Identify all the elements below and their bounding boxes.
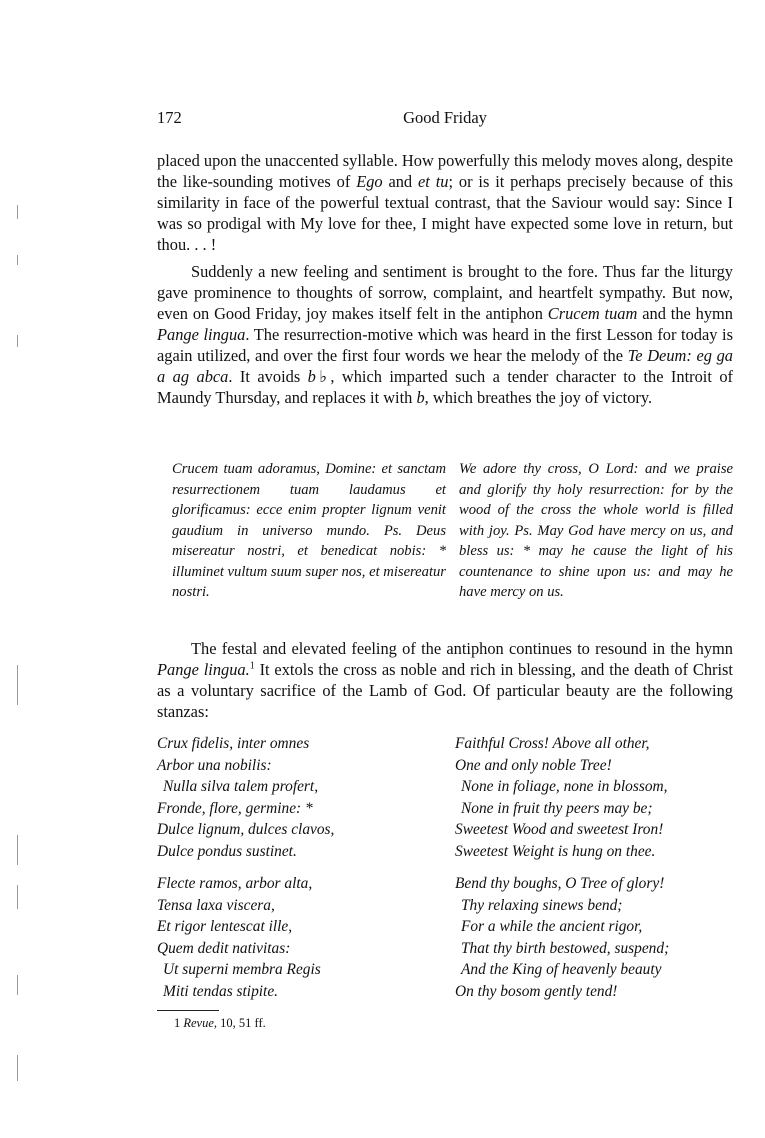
verse-line: On thy bosom gently tend! (455, 982, 618, 1000)
running-title: Good Friday (403, 108, 487, 127)
stanza-2-english (455, 873, 669, 1003)
verse-line: Et rigor lentescat ille, (157, 918, 293, 936)
paragraph-1-italic: Ego (356, 172, 383, 191)
footnote-divider (157, 1010, 219, 1011)
verse-line: Nulla silva talem profert, (163, 778, 319, 796)
paragraph-2-italic: Pange lingua (157, 325, 246, 344)
paragraph-1-italic: et tu (418, 172, 449, 191)
paragraph-1-text: placed upon the unaccented syllable. How powerfully this melody moves along, despite the like-sounding motives of (157, 151, 733, 191)
antiphon-english: We adore thy cross, O Lord: and we praise and glorify thy holy resurrection: for by the wood of the cross the whole world is filled with joy. Ps. May God have mercy on us, and bless us: * may he cause the light of his countenance to shine upon us: and may he have mercy on us. (459, 461, 733, 600)
paragraph-2 (157, 261, 733, 408)
scan-margin-marks (17, 195, 21, 1095)
paragraph-3-text: The festal and elevated feeling of the antiphon continues to resound in the hymn (191, 639, 733, 658)
verse-line: For a while the ancient rigor, (461, 918, 643, 936)
verse-line: Bend thy boughs, O Tree of glory! (455, 875, 665, 892)
footnote (174, 1016, 266, 1031)
antiphon-latin: Crucem tuam adoramus, Domine: et sanctam resurrectionem tuam laudamus et glorificamus: ecce enim propter lignum venit gaudium in universo mundo. Ps. Deus misereatur nostri, et benedicat nobis: * illuminet vultum suum super nos, et misereatur nostri. (172, 461, 446, 600)
footnote-number: 1 (174, 1016, 181, 1030)
stanza-1-english (455, 733, 667, 863)
verse-line: Sweetest Wood and sweetest Iron! (455, 821, 664, 839)
verse-line: Dulce pondus sustinet. (157, 842, 297, 860)
paragraph-2-text: . The resurrection-motive which was heard in the first Lesson for today is again utilized, and over the first four words we hear the melody of the (157, 325, 733, 365)
paragraph-1-text: and (382, 172, 418, 191)
paragraph-3-italic: Pange lingua. (157, 660, 250, 679)
footnote-marker: 1 (249, 660, 255, 672)
verse-line: Fronde, flore, germine: * (157, 799, 313, 817)
verse-line: Crux fidelis, inter omnes (157, 735, 310, 752)
paragraph-2-text: . It avoids (228, 367, 308, 386)
paragraph-2-italic: Crucem tuam (547, 304, 638, 323)
page-number: 172 (157, 108, 182, 127)
paragraph-2-italic: b (416, 388, 425, 407)
verse-line: Ut superni membra Regis (163, 961, 321, 979)
verse-line: None in fruit thy peers may be; (461, 799, 653, 817)
verse-line: And the King of heavenly beauty (461, 961, 662, 979)
paragraph-1-text: ; or is it perhaps precisely because of this similarity in face of the powerful textual contrast, that the Saviour would say: Since I was so prodigal with My love for thee, I might have expected some love in return, but thou. . . ! (157, 172, 733, 254)
paragraph-2-italic: b♭ (307, 367, 331, 386)
verse-line: Thy relaxing sinews bend; (461, 896, 623, 914)
footnote-source: Revue (183, 1016, 214, 1030)
paragraph-2-text: Suddenly a new feeling and sentiment is brought to the fore. Thus far the liturgy gave prominence to thoughts of sorrow, complaint, and heartfelt sympathy. But now, even on Good Friday, joy makes itself felt in the antiphon (157, 262, 733, 323)
stanza-2 (157, 873, 735, 1003)
stanza-1-latin (157, 733, 334, 863)
verse-line: One and only noble Tree! (455, 756, 612, 774)
paragraph-2-text: , which breathes the joy of victory. (424, 388, 653, 407)
verse-line: Quem dedit nativitas: (157, 939, 291, 957)
verse-line: Arbor una nobilis: (157, 756, 272, 774)
footnote-detail: , 10, 51 ff. (213, 1016, 266, 1030)
paragraph-2-text: , which imparted such a tender character to the Introit of Maundy Thursday, and replaces it with (157, 367, 733, 407)
stanza-2-latin (157, 873, 321, 1003)
verse-line: Dulce lignum, dulces clavos, (157, 821, 335, 839)
verse-line: Faithful Cross! Above all other, (455, 735, 650, 752)
verse-line: Tensa laxa viscera, (157, 896, 275, 914)
page-header (157, 108, 733, 132)
paragraph-3-text: It extols the cross as noble and rich in blessing, and the death of Christ as a voluntary sacrifice of the Lamb of God. Of particular beauty are the following stanzas: (157, 660, 733, 721)
verse-line: Sweetest Weight is hung on thee. (455, 842, 656, 860)
verse-line: That thy birth bestowed, suspend; (461, 939, 670, 957)
verse-line: Flecte ramos, arbor alta, (157, 875, 313, 892)
verse-line: None in foliage, none in blossom, (461, 778, 668, 796)
verse-line: Miti tendas stipite. (163, 982, 278, 1000)
paragraph-3 (157, 638, 733, 722)
paragraph-2-text: and the hymn (637, 304, 733, 323)
paragraph-1 (157, 150, 733, 255)
paragraph-2-italic: Te Deum: eg ga a ag abca (157, 346, 733, 386)
antiphon-block (157, 459, 735, 629)
stanza-1 (157, 733, 735, 863)
